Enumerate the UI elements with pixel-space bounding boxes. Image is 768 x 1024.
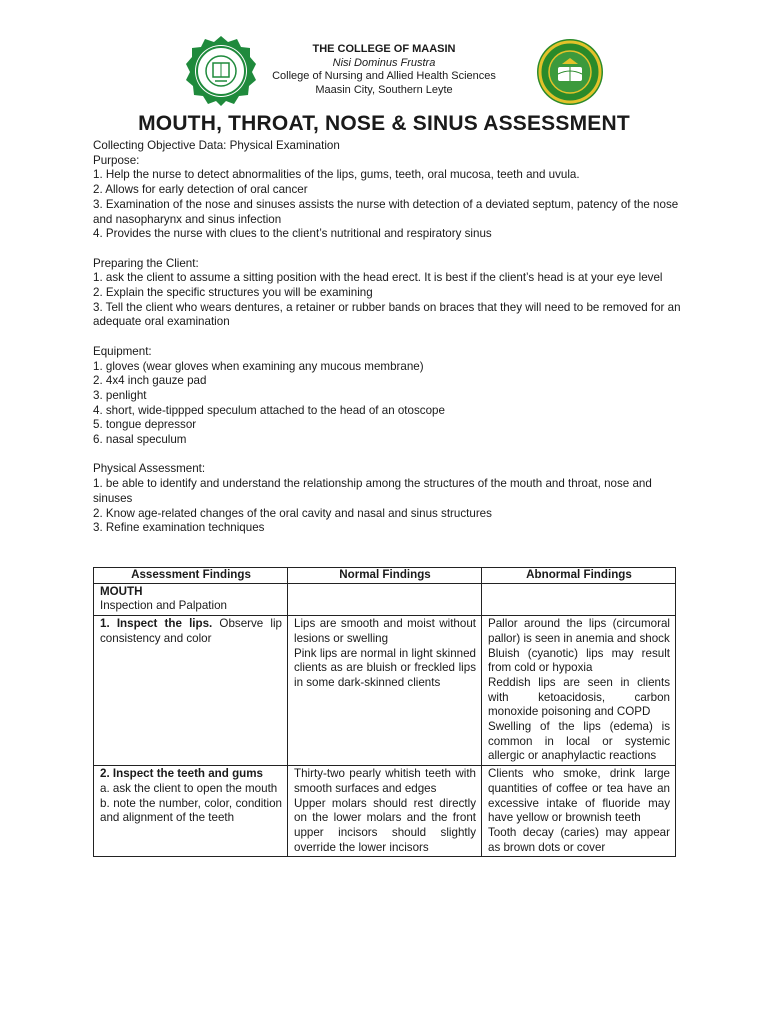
assessment-detail: a. ask the client to open the mouth: [100, 781, 278, 795]
normal-cell: [288, 616, 482, 766]
abnormal-finding: Clients who smoke, drink large quantities of coffee or tea have an excessive intake of fluoride may have yellow or brownish teeth: [488, 767, 670, 825]
preparing-heading: Preparing the Client:: [93, 256, 199, 270]
normal-finding: Lips are smooth and moist without lesions or swelling: [294, 617, 476, 645]
abnormal-finding: Reddish lips are seen in clients with ketoacidosis, carbon monoxide poisoning and COPD: [488, 675, 670, 719]
preparing-item: 1. ask the client to assume a sitting position with the head erect. It is best if the client’s head is at your eye level: [93, 271, 663, 285]
equipment-item: 4. short, wide-tippped speculum attached to the head of an otoscope: [93, 403, 445, 417]
assessment-cell: [94, 616, 288, 766]
purpose-item: 3. Examination of the nose and sinuses assists the nurse with detection of a deviated septum, patency of the nose and nasopharynx and sinus infection: [93, 197, 679, 226]
abnormal-finding: Tooth decay (caries) may appear as brown dots or cover: [488, 825, 670, 854]
normal-finding: Thirty-two pearly whitish teeth with smooth surfaces and edges: [294, 767, 476, 795]
assessment-step: 1. Inspect the lips.: [100, 617, 213, 631]
equipment-item: 3. penlight: [93, 388, 147, 402]
table-header-row: [94, 568, 676, 584]
table-section-row: [94, 583, 676, 615]
physical-item: 1. be able to identify and understand the relationship among the structures of the mouth and throat, nose and sinuses: [93, 477, 652, 505]
table-row: [94, 616, 676, 766]
college-location: Maasin City, Southern Leyte: [315, 83, 453, 96]
equipment-heading: Equipment:: [93, 344, 152, 358]
section-title: MOUTH: [100, 584, 143, 598]
page-header: [0, 43, 768, 97]
preparing-item: 2. Explain the specific structures you will be examining: [93, 286, 373, 300]
assessment-cell: [94, 766, 288, 857]
equipment-item: 5. tongue depressor: [93, 418, 197, 432]
findings-table: [93, 567, 676, 857]
column-header-assessment: Assessment Findings: [94, 568, 288, 584]
physical-item: 2. Know age-related changes of the oral cavity and nasal and sinus structures: [93, 506, 492, 520]
abnormal-finding: Bluish (cyanotic) lips may result from cold or hypoxia: [488, 646, 670, 675]
abnormal-finding: Swelling of the lips (edema) is common in local or systemic allergic or anaphylactic reactions: [488, 720, 670, 763]
table-row: [94, 766, 676, 857]
equipment-item: 1. gloves (wear gloves when examining any mucous membrane): [93, 359, 424, 373]
abnormal-finding: Pallor around the lips (circumoral pallor) is seen in anemia and shock: [488, 617, 670, 645]
equipment-item: 6. nasal speculum: [93, 433, 187, 447]
assessment-step: 2. Inspect the teeth and gums: [100, 767, 263, 781]
equipment-item: 2. 4x4 inch gauze pad: [93, 374, 207, 388]
physical-item: 3. Refine examination techniques: [93, 521, 265, 535]
purpose-heading: Purpose:: [93, 153, 140, 167]
purpose-item: 2. Allows for early detection of oral cancer: [93, 183, 308, 197]
intro-subtitle: Collecting Objective Data: Physical Examination: [93, 139, 340, 152]
column-header-normal: Normal Findings: [288, 568, 482, 584]
intro-section: [93, 139, 683, 536]
purpose-item: 4. Provides the nurse with clues to the client’s nutritional and respiratory sinus: [93, 227, 492, 241]
normal-cell: [288, 766, 482, 857]
abnormal-cell: [482, 766, 676, 857]
physical-heading: Physical Assessment:: [93, 462, 206, 476]
document-title: MOUTH, THROAT, NOSE & SINUS ASSESSMENT: [138, 112, 630, 135]
purpose-item: 1. Help the nurse to detect abnormalities of the lips, gums, teeth, oral mucosa, teeth and uvula.: [93, 168, 580, 182]
assessment-detail: Observe lip consistency and color: [100, 617, 282, 645]
department-name: College of Nursing and Allied Health Sciences: [272, 70, 496, 82]
normal-finding: Upper molars should rest directly on the lower molars and the front upper incisors should slightly override the lower incisors: [294, 796, 476, 854]
abnormal-cell: [482, 616, 676, 766]
section-subtitle: Inspection and Palpation: [100, 599, 227, 613]
preparing-item: 3. Tell the client who wears dentures, a retainer or rubber bands on braces that they will need to be removed for an adequate oral examination: [93, 300, 681, 329]
college-motto: Nisi Dominus Frustra: [332, 56, 436, 69]
assessment-detail: b. note the number, color, condition and alignment of the teeth: [100, 796, 282, 825]
section-cell: [94, 583, 288, 615]
normal-finding: Pink lips are normal in light skinned clients as are bluish or freckled lips in some dark-skinned clients: [294, 646, 476, 689]
college-name: THE COLLEGE OF MAASIN: [312, 43, 456, 55]
column-header-abnormal: Abnormal Findings: [482, 568, 676, 584]
